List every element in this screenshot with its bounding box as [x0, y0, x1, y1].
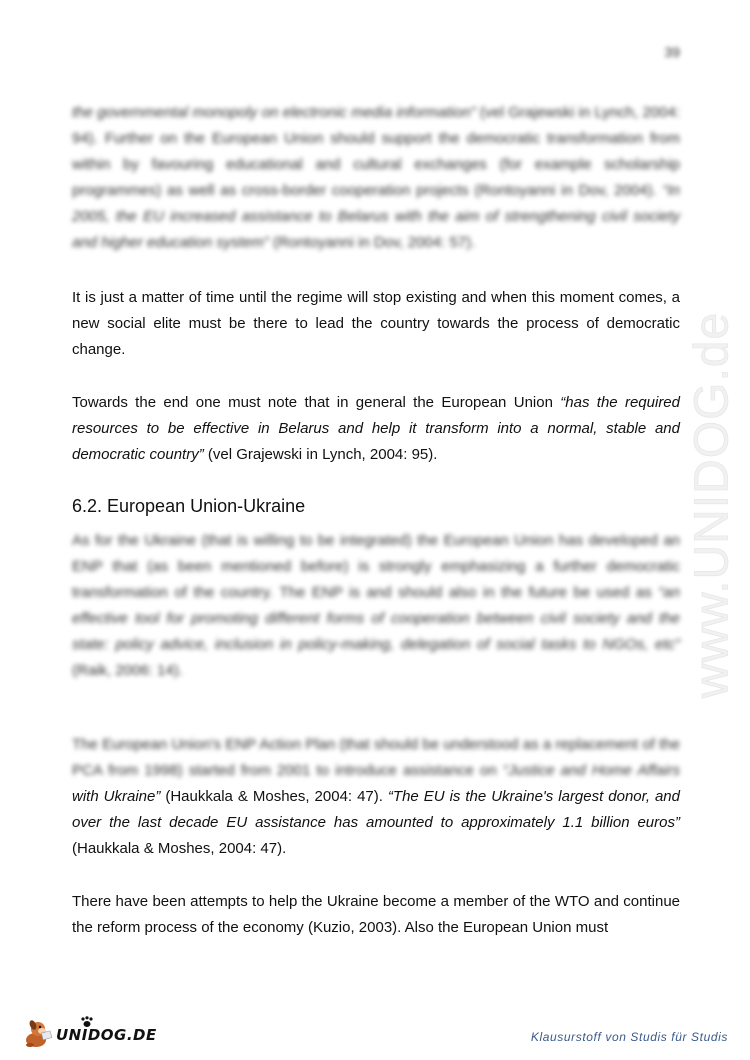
dog-mascot-icon — [22, 1018, 54, 1048]
footer-slogan: Klausurstoff von Studis für Studis — [530, 1030, 728, 1044]
paragraph-enp-action-plan-blurred — [72, 732, 680, 786]
citation: (Rontoyanni in Dov, 2004: 57). — [268, 234, 476, 251]
text: Towards the end one must note that in general the European Union — [72, 394, 561, 411]
paragraph-regime-change: It is just a matter of time until the regime will stop existing and when this moment comes, a new social elite must be there to lead the country towards the process of democratic change. — [72, 289, 680, 358]
quote: “The EU is the Ukraine's largest donor, and over the last decade EU assistance has amounted to approximately 1.1 billion euros” — [72, 788, 680, 831]
citation: (Haukkala & Moshes, 2004: 47). — [72, 840, 287, 857]
section-heading: 6.2. European Union-Ukraine — [72, 496, 306, 516]
quote: the governmental monopoly on electronic media information” — [72, 104, 476, 121]
quote: “an effective tool for promoting different forms of cooperation between civil society and the state: policy advice, inclusion in policy-making, delegation of social tasks to NGOs, etc” — [72, 584, 680, 653]
unidog-logo — [22, 1018, 157, 1048]
citation: (Haukkala & Moshes, 2004: 47). — [160, 788, 388, 805]
text: The European Union's ENP Action Plan (that should be understood as a replacement of the PCA from 1998) started from 2001 to introduce assistance on — [72, 736, 680, 779]
text: (vel Grajewski in Lynch, 2004: 94). Further on the European Union should support the democratic transformation from within by favouring educational and cultural exchanges (for example scholarship programmes) as well as cross-border cooperation projects (Rontoyanni in Dov, 2004). — [72, 104, 680, 199]
clear-region — [0, 786, 750, 866]
quote: with Ukraine” — [72, 788, 161, 805]
blurred-region — [0, 732, 750, 786]
paragraph-eu-resources — [72, 390, 680, 468]
text: As for the Ukraine (that is willing to be integrated) the European Union has developed an ENP that (as been mentioned before) is strongly emphasizing a further democratic transformation of the country. The ENP is and should also in the future be used as — [72, 532, 680, 601]
paragraph-ukraine-enp — [72, 528, 680, 684]
quote: “has the required resources to be effective in Belarus and help it transform into a normal, stable and democratic country” — [72, 394, 680, 463]
logo-text: UNIDOG.DE — [56, 1026, 157, 1044]
paragraph-wto: There have been attempts to help the Ukraine become a member of the WTO and continue the reform process of the economy (Kuzio, 2003). Also the European Union must — [72, 893, 680, 936]
quote: “In 2005, the EU increased assistance to Belarus with the aim of strengthening civil society and higher education system” — [72, 182, 680, 251]
watermark: www.UNIDOG.de — [685, 311, 739, 699]
citation: (vel Grajewski in Lynch, 2004: 95). — [203, 446, 438, 463]
citation: (Raik, 2006: 14). — [72, 662, 183, 679]
paragraph-enp-action-plan — [72, 786, 680, 862]
quote: “Justice and Home Affairs — [502, 762, 680, 779]
page-number: 39 — [664, 44, 680, 60]
paragraph-belarus-support — [72, 100, 680, 256]
